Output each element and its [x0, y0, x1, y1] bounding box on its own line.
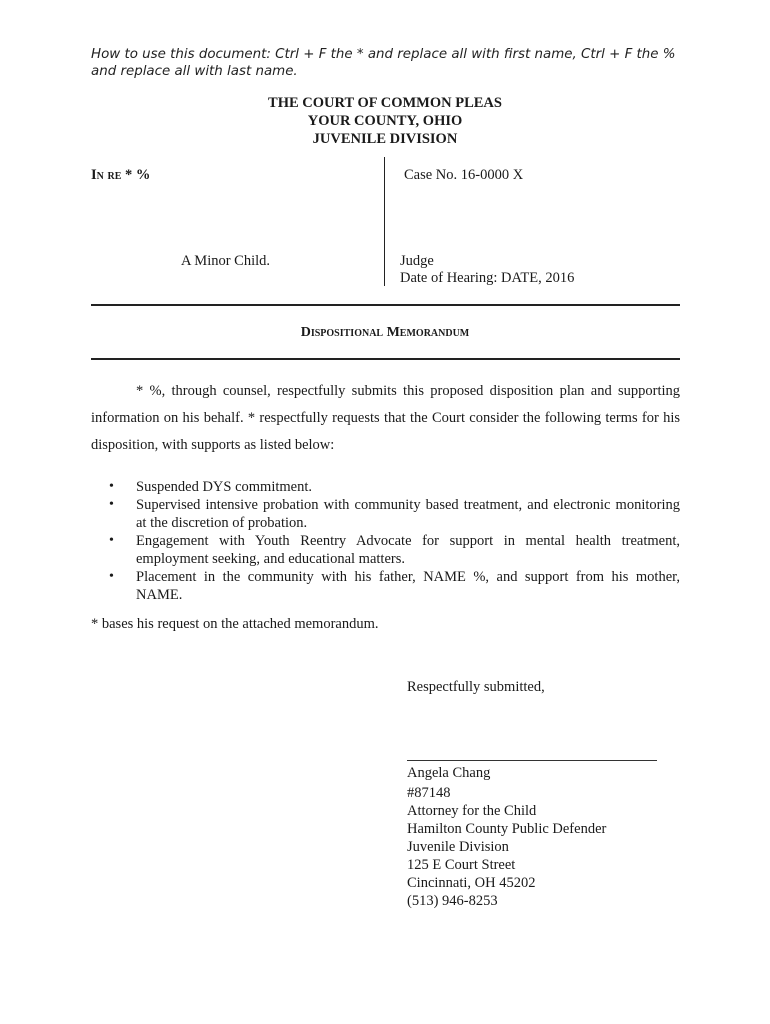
office-name: Hamilton County Public Defender	[407, 821, 607, 837]
closing-sentence: * bases his request on the attached memorandum.	[91, 616, 379, 632]
city-state-zip: Cincinnati, OH 45202	[407, 875, 536, 891]
list-item: • Engagement with Youth Reentry Advocate for support in mental health treatment, employment seeking, and educational matters.	[109, 533, 680, 567]
title-rule-bottom	[91, 358, 680, 360]
case-caption-in-re: In re * %	[91, 167, 151, 183]
intro-paragraph: * %, through counsel, respectfully submits this proposed disposition plan and supporting information on his behalf. * respectfully requests that the Court consider the following terms for his disposition, with supports as listed below:	[91, 383, 680, 453]
minor-child-label: A Minor Child.	[181, 253, 271, 269]
attorney-name: Angela Chang	[407, 765, 491, 781]
street-address: 125 E Court Street	[407, 857, 516, 873]
hearing-date: Date of Hearing: DATE, 2016	[400, 270, 575, 286]
court-county: YOUR COUNTY, OHIO	[307, 113, 463, 129]
document-title: Dispositional Memorandum	[300, 325, 470, 340]
title-rule-top	[91, 304, 680, 306]
signature-line	[407, 760, 657, 761]
court-division: JUVENILE DIVISION	[312, 131, 458, 147]
caption-divider	[384, 157, 385, 286]
list-item: • Supervised intensive probation with community based treatment, and electronic monitoring at the discretion of probation.	[109, 497, 680, 531]
bullet-icon: •	[109, 497, 114, 512]
judge-label: Judge	[400, 253, 434, 269]
phone-number: (513) 946-8253	[407, 893, 498, 909]
list-item: • Placement in the community with his father, NAME %, and support from his mother, NAME.	[109, 569, 680, 603]
office-division: Juvenile Division	[407, 839, 509, 855]
case-number: Case No. 16-0000 X	[404, 167, 524, 183]
list-item: • Suspended DYS commitment.	[109, 479, 313, 495]
bullet-icon: •	[109, 479, 114, 494]
bullet-icon: •	[109, 569, 114, 584]
signature-block	[407, 764, 606, 910]
usage-instructions: How to use this document: Ctrl + F the * and replace all with first name, Ctrl + F the % and replace all with last name.	[91, 47, 676, 79]
respectfully-submitted: Respectfully submitted,	[407, 679, 545, 695]
disposition-terms-list	[91, 478, 680, 604]
court-name: THE COURT OF COMMON PLEAS	[268, 95, 502, 111]
bullet-icon: •	[109, 533, 114, 548]
bar-number: #87148	[407, 785, 451, 801]
attorney-title: Attorney for the Child	[407, 803, 537, 819]
